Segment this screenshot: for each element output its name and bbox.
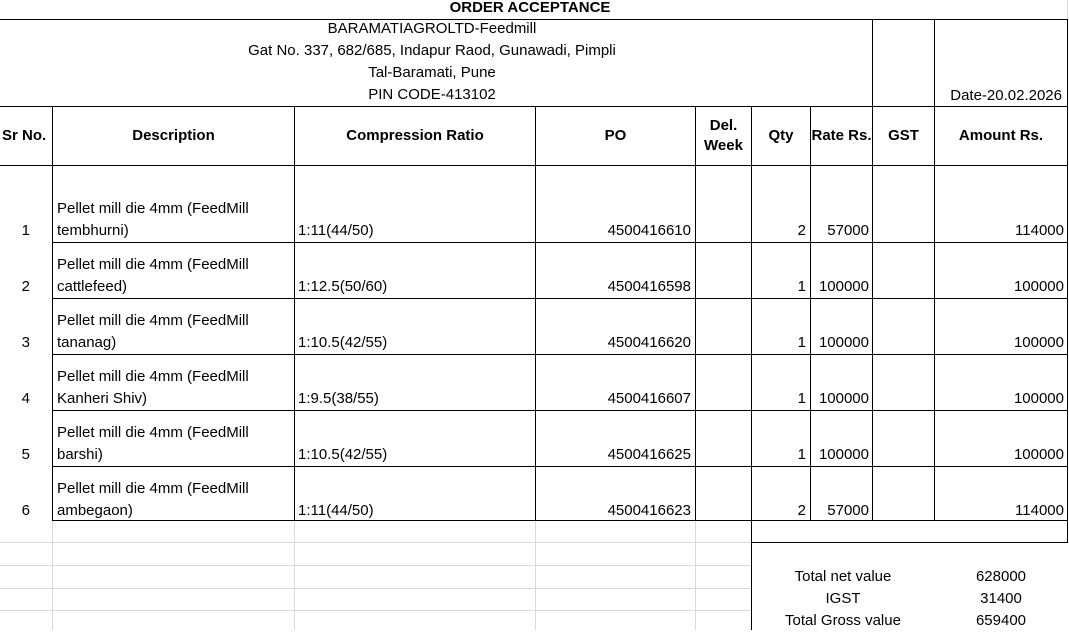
- header-amount: Amount Rs.: [958, 127, 1044, 144]
- row-amount: 114000: [1015, 502, 1064, 519]
- grid-line: [294, 520, 295, 630]
- row-amount: 100000: [1013, 334, 1064, 351]
- grid-line: [0, 565, 751, 566]
- row-description-line1: Pellet mill die 4mm (FeedMill: [57, 256, 249, 273]
- row-rate: 100000: [818, 390, 869, 407]
- row-sr-no: 4: [21, 390, 30, 407]
- grid-line: [1067, 0, 1068, 20]
- border-line: [872, 166, 873, 521]
- row-description-line1: Pellet mill die 4mm (FeedMill: [57, 424, 249, 441]
- row-description-line1: Pellet mill die 4mm (FeedMill: [57, 480, 249, 497]
- border-line: [695, 106, 696, 521]
- row-description-line1: Pellet mill die 4mm (FeedMill: [57, 312, 249, 329]
- row-description-line2: barshi): [57, 446, 103, 463]
- row-qty: 1: [797, 278, 806, 295]
- row-description-line2: Kanheri Shiv): [57, 390, 148, 407]
- total-gross-label: Total Gross value: [785, 612, 901, 629]
- header-po: PO: [604, 127, 627, 144]
- row-amount: 114000: [1015, 222, 1064, 239]
- company-pin-code: PIN CODE-413102: [368, 86, 496, 103]
- row-compression-ratio: 1:11(44/50): [298, 502, 374, 519]
- row-po: 4500416598: [607, 278, 691, 295]
- row-sr-no: 2: [21, 278, 30, 295]
- row-rate: 100000: [818, 334, 869, 351]
- grid-line: [52, 520, 53, 630]
- grid-line: [0, 610, 751, 611]
- header-del-line2: Week: [704, 137, 743, 154]
- border-line: [52, 520, 1068, 521]
- row-rate: 100000: [818, 278, 869, 295]
- row-sr-no: 6: [21, 502, 30, 519]
- company-address-line1: Gat No. 337, 682/685, Indapur Raod, Gunawadi, Pimpli: [248, 42, 616, 59]
- header-qty: Qty: [768, 127, 794, 144]
- total-net-label: Total net value: [794, 568, 892, 585]
- border-line: [0, 165, 1068, 166]
- header-compression-ratio: Compression Ratio: [346, 127, 484, 144]
- order-date: Date-20.02.2026: [950, 87, 1062, 104]
- company-name: BARAMATIAGROLTD-Feedmill: [327, 20, 537, 37]
- row-compression-ratio: 1:12.5(50/60): [298, 278, 388, 295]
- header-del-line1: Del.: [709, 117, 738, 134]
- row-description-line1: Pellet mill die 4mm (FeedMill: [57, 200, 249, 217]
- row-compression-ratio: 1:10.5(42/55): [298, 334, 388, 351]
- row-compression-ratio: 1:9.5(38/55): [298, 390, 379, 407]
- grid-line: [535, 520, 536, 630]
- border-line: [751, 106, 752, 630]
- row-amount: 100000: [1013, 446, 1064, 463]
- row-qty: 1: [797, 334, 806, 351]
- row-rate: 57000: [827, 502, 869, 519]
- border-line: [52, 354, 1068, 355]
- row-po: 4500416607: [607, 390, 691, 407]
- grid-line: [0, 588, 751, 589]
- row-po: 4500416620: [607, 334, 691, 351]
- border-line: [52, 242, 1068, 243]
- border-line: [294, 106, 295, 521]
- row-sr-no: 1: [21, 222, 30, 239]
- header-description: Description: [132, 127, 215, 144]
- igst-label: IGST: [825, 590, 861, 607]
- row-sr-no: 5: [21, 446, 30, 463]
- border-line: [1067, 19, 1068, 542]
- row-amount: 100000: [1013, 390, 1064, 407]
- row-description-line2: tananag): [57, 334, 117, 351]
- border-line: [52, 298, 1068, 299]
- header-rate: Rate Rs.: [811, 127, 872, 144]
- row-description-line1: Pellet mill die 4mm (FeedMill: [57, 368, 249, 385]
- row-qty: 1: [797, 446, 806, 463]
- grid-line: [695, 520, 696, 630]
- border-line: [52, 106, 53, 521]
- row-po: 4500416610: [607, 222, 691, 239]
- total-gross-value: 659400: [975, 612, 1027, 629]
- document-title: ORDER ACCEPTANCE: [449, 0, 611, 16]
- row-qty: 2: [797, 222, 806, 239]
- row-po: 4500416623: [607, 502, 691, 519]
- header-sr-no: Sr No.: [2, 127, 47, 144]
- row-sr-no: 3: [21, 334, 30, 351]
- header-del-week: [696, 107, 751, 165]
- row-description-line2: tembhurni): [57, 222, 129, 239]
- total-net-value: 628000: [975, 568, 1027, 585]
- border-line: [52, 466, 1068, 467]
- row-description-line2: cattlefeed): [57, 278, 128, 295]
- row-amount: 100000: [1013, 278, 1064, 295]
- row-compression-ratio: 1:10.5(42/55): [298, 446, 388, 463]
- row-po: 4500416625: [607, 446, 691, 463]
- igst-value: 31400: [980, 590, 1022, 607]
- border-line: [52, 410, 1068, 411]
- row-rate: 57000: [827, 222, 869, 239]
- row-qty: 1: [797, 390, 806, 407]
- row-compression-ratio: 1:11(44/50): [298, 222, 374, 239]
- row-qty: 2: [797, 502, 806, 519]
- row-rate: 100000: [818, 446, 869, 463]
- grid-line: [0, 542, 751, 543]
- company-address-line2: Tal-Baramati, Pune: [368, 64, 496, 81]
- header-gst: GST: [888, 127, 919, 144]
- border-line: [751, 542, 1068, 543]
- row-description-line2: ambegaon): [57, 502, 133, 519]
